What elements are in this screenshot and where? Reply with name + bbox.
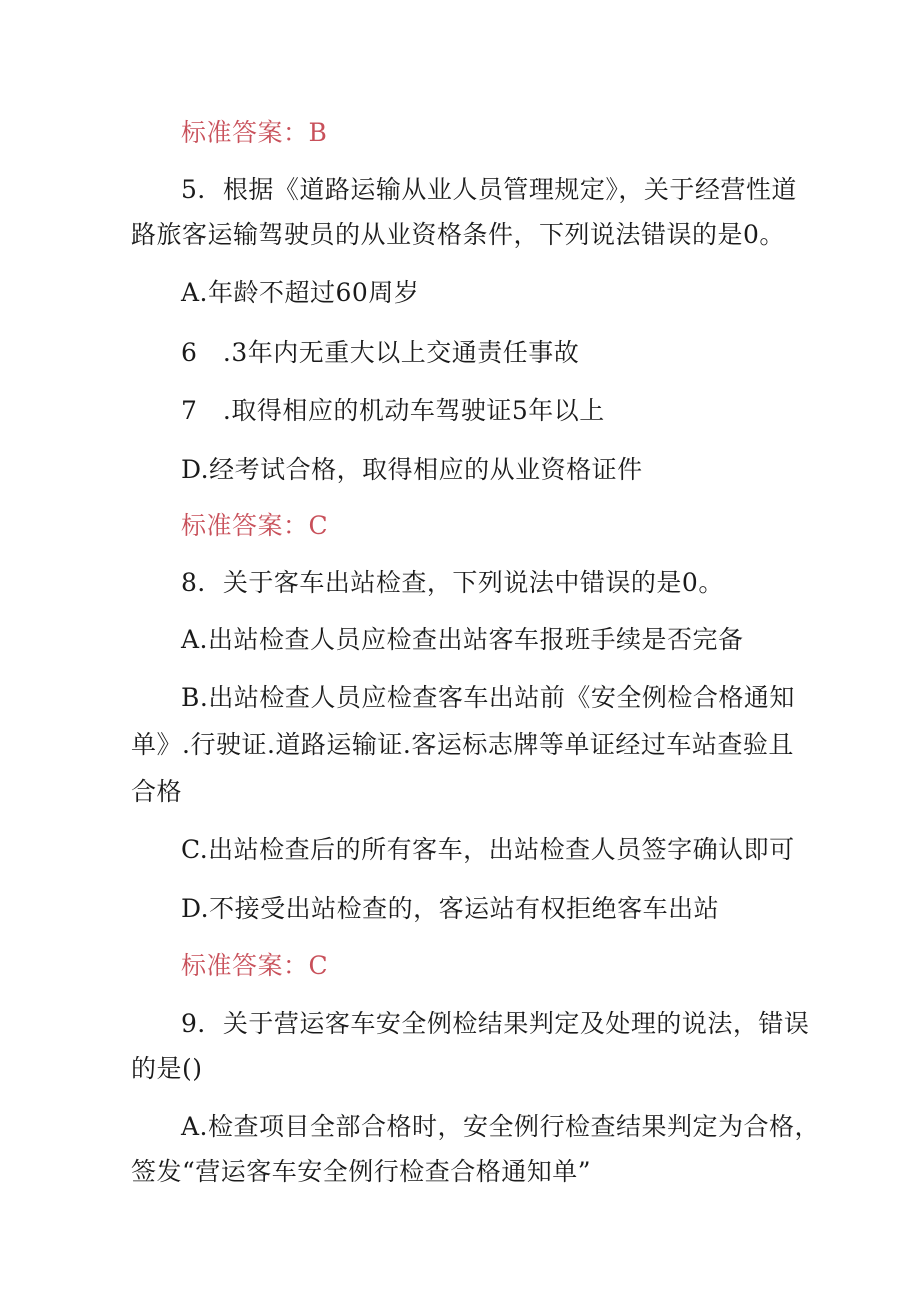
answer-line	[181, 510, 328, 542]
answer-label: 标准答案：	[181, 951, 309, 980]
answer-value: C	[308, 951, 329, 980]
question-5-line-1: 5．根据《道路运输从业人员管理规定》，关于经营性道	[181, 175, 797, 204]
option-6: 6 .3年内无重大以上交通责任事故	[181, 338, 580, 367]
question-8-line-1: 8．关于客车出站检查，下列说法中错误的是0。	[181, 568, 724, 597]
option-b-line-3: 合格	[131, 777, 183, 806]
answer-value: B	[308, 118, 328, 147]
answer-value: C	[308, 511, 329, 540]
answer-line	[181, 117, 327, 149]
question-9-line-1: 9．关于营运客车安全例检结果判定及处理的说法，错误	[181, 1009, 810, 1038]
question-5-line-2: 路旅客运输驾驶员的从业资格条件，下列说法错误的是0。	[131, 220, 785, 249]
option-b-line-1: B.出站检查人员应检查客车出站前《安全例检合格通知	[181, 683, 795, 712]
answer-label: 标准答案：	[181, 511, 309, 540]
option-d: D.不接受出站检查的，客运站有权拒绝客车出站	[181, 894, 720, 923]
option-7: 7 .取得相应的机动车驾驶证5年以上	[181, 396, 605, 425]
option-a: A.出站检查人员应检查出站客车报班手续是否完备	[181, 625, 744, 654]
option-a-line-2: 签发“营运客车安全例行检查合格通知单”	[131, 1157, 592, 1186]
answer-line	[181, 950, 328, 982]
option-d: D.经考试合格，取得相应的从业资格证件	[181, 455, 643, 484]
answer-label: 标准答案：	[181, 118, 309, 147]
option-a: A.年龄不超过60周岁	[181, 278, 420, 307]
option-c: C.出站检查后的所有客车，出站检查人员签字确认即可	[181, 835, 795, 864]
option-a-line-1: A.检查项目全部合格时，安全例行检查结果判定为合格，	[181, 1112, 821, 1141]
option-b-line-2: 单》.行驶证.道路运输证.客运标志牌等单证经过车站查验且	[131, 730, 794, 759]
question-9-line-2: 的是()	[131, 1054, 203, 1083]
